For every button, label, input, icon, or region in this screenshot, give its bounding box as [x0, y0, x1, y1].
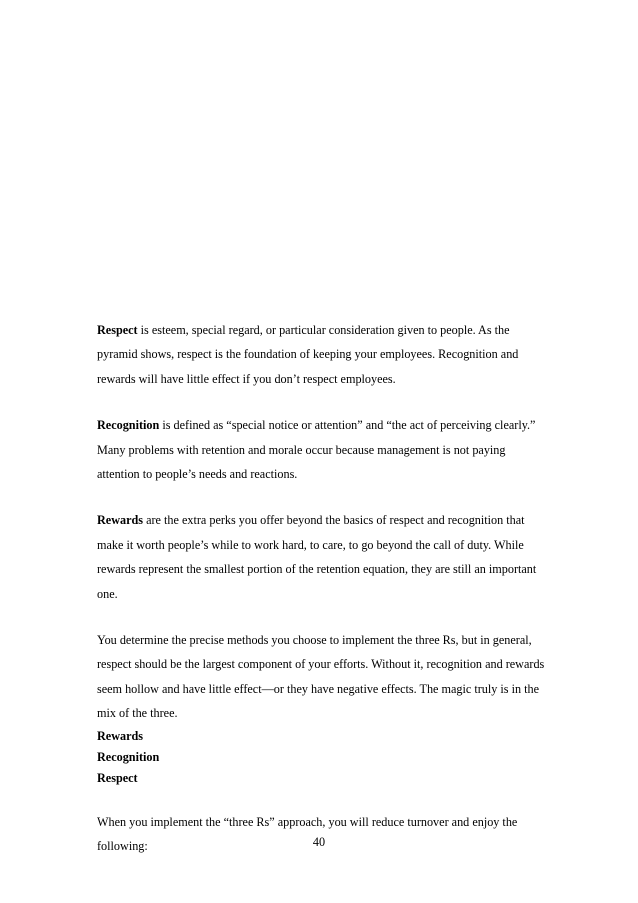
paragraph-recognition: [97, 413, 549, 486]
term-respect: Respect: [97, 323, 138, 337]
pyramid-labels: [97, 726, 549, 789]
paragraph-summary: You determine the precise methods you choose to implement the three Rs, but in general, respect should be the largest component of your efforts. Without it, recognition and rewards seem hollow and have little effect—or they have negative effects. The magic truly is in the mix of the three.: [97, 633, 545, 721]
paragraph-rewards: [97, 508, 549, 606]
paragraph-rewards-text: are the extra perks you offer beyond the basics of respect and recognition that make it worth people’s while to work hard, to care, to go beyond the call of duty. While rewards represent the smallest portion of the retention equation, they are still an important one.: [97, 513, 537, 601]
body-text: [97, 318, 549, 881]
paragraph-respect: [97, 318, 549, 391]
pyramid-label-rewards: Rewards: [97, 728, 144, 743]
paragraph-closing: When you implement the “three Rs” approach, you will reduce turnover and enjoy the following:: [97, 814, 518, 854]
pyramid-label-recognition: Recognition: [97, 749, 160, 764]
paragraph-respect-text: is esteem, special regard, or particular consideration given to people. As the pyramid shows, respect is the foundation of keeping your employees. Recognition and rewards will have little effect if you don’t respect employees.: [97, 323, 519, 386]
page-number: 40: [312, 835, 326, 849]
term-rewards: Rewards: [97, 513, 144, 528]
term-recognition: Recognition: [97, 418, 160, 433]
paragraph-recognition-text: is defined as “special notice or attention” and “the act of perceiving clearly.” Many problems with retention and morale occur because management is not paying attention to people’s needs and reactions.: [97, 418, 536, 482]
pyramid-label-respect: Respect: [97, 770, 138, 785]
